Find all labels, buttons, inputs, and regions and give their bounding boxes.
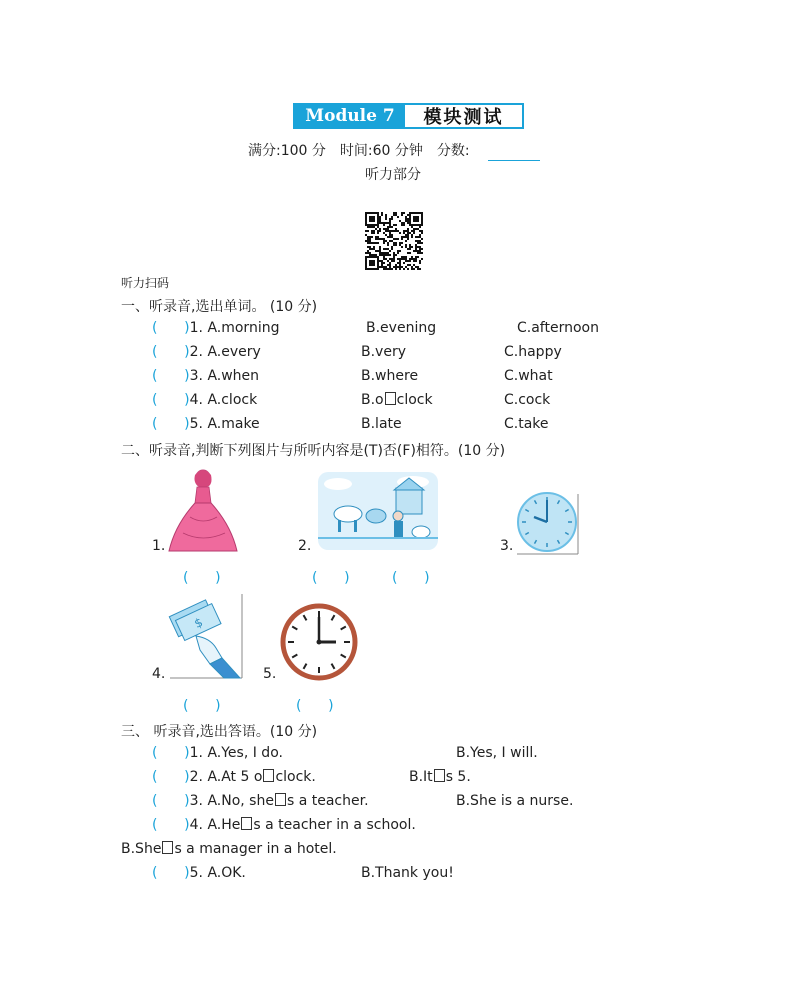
clock-nine-picture: [512, 490, 582, 556]
s3-item-5: ( )5. A.OK.: [152, 865, 246, 881]
s1-item-2: [152, 344, 261, 360]
pic-num-1: 1.: [152, 538, 166, 554]
answer-paren[interactable]: ( ): [183, 570, 221, 586]
option-c: C.take: [504, 416, 549, 432]
module-label: Module 7: [295, 105, 405, 127]
missing-char-box: [434, 769, 445, 782]
answer-paren[interactable]: ( ): [312, 570, 350, 586]
option-b: B.o clock: [361, 392, 433, 408]
option-a: 1. A.morning: [189, 320, 280, 336]
answer-paren[interactable]: ( ): [152, 769, 190, 785]
pic-num-4: 4.: [152, 666, 166, 682]
clock-three-picture: [280, 603, 358, 681]
answer-paren[interactable]: ( ): [152, 416, 190, 432]
section2-title: 二、听录音,判断下列图片与所听内容是(T)否(F)相符。(10 分): [121, 443, 506, 459]
section1-title: 一、听录音,选出单词。 (10 分): [121, 299, 318, 315]
option-b: B.It s 5.: [409, 769, 471, 785]
s1-item-4: [152, 392, 257, 408]
missing-char-box: [162, 841, 173, 854]
option-a: 4. A.clock: [189, 392, 258, 408]
option-b: B.Thank you!: [361, 865, 454, 881]
qr-code-icon[interactable]: [365, 212, 423, 270]
answer-paren[interactable]: ( ): [152, 392, 190, 408]
test-label: 模块测试: [423, 107, 504, 128]
option-b: B.She is a nurse.: [456, 793, 574, 809]
missing-char-box: [263, 769, 274, 782]
section3-title: 三、 听录音,选出答语。(10 分): [121, 724, 318, 740]
option-b: B.where: [361, 368, 419, 384]
s3-item-4: ( )4. A.He s a teacher in a school.: [152, 817, 416, 833]
missing-char-box: [385, 392, 396, 405]
option-c: C.afternoon: [517, 320, 599, 336]
option-b: B.Yes, I will.: [456, 745, 538, 761]
money-hand-picture: [166, 592, 246, 680]
module-title-banner: [293, 103, 524, 129]
answer-paren[interactable]: ( ): [152, 344, 190, 360]
option-b: B.evening: [366, 320, 437, 336]
missing-char-box: [241, 817, 252, 830]
s3-item-2: ( )2. A.At 5 o clock.: [152, 769, 316, 785]
part-title: 听力部分: [365, 167, 421, 183]
s3-item-3: ( )3. A.No, she s a teacher.: [152, 793, 369, 809]
answer-paren[interactable]: ( ): [152, 745, 190, 761]
option-a: 2. A.every: [189, 344, 261, 360]
s1-item-3: [152, 368, 259, 384]
exam-meta: 满分:100 分 时间:60 分钟 分数:: [248, 143, 470, 159]
answer-paren[interactable]: ( ): [152, 865, 190, 881]
farm-picture: [318, 472, 438, 550]
option-c: C.cock: [504, 392, 551, 408]
pic-num-5: 5.: [263, 666, 277, 682]
score-blank: [488, 160, 540, 161]
option-c: C.happy: [504, 344, 562, 360]
option-b: B.very: [361, 344, 406, 360]
option-a: 5. A.make: [189, 416, 260, 432]
option-a: 3. A.when: [189, 368, 260, 384]
answer-paren[interactable]: ( ): [152, 320, 190, 336]
option-b: B.late: [361, 416, 402, 432]
pic-num-2: 2.: [298, 538, 312, 554]
s1-item-1: [152, 320, 279, 336]
answer-paren[interactable]: ( ): [392, 570, 430, 586]
svg-text:$: $: [192, 615, 205, 632]
answer-paren[interactable]: ( ): [296, 698, 334, 714]
answer-paren[interactable]: ( ): [183, 698, 221, 714]
answer-paren[interactable]: ( ): [152, 793, 190, 809]
scan-label: 听力扫码: [121, 276, 170, 290]
princess-picture: [165, 465, 240, 553]
answer-paren[interactable]: ( ): [152, 368, 190, 384]
missing-char-box: [275, 793, 286, 806]
s3-item-1: ( )1. A.Yes, I do.: [152, 745, 283, 761]
option-b: B.She s a manager in a hotel.: [121, 841, 337, 857]
pic-num-3: 3.: [500, 538, 514, 554]
s1-item-5: [152, 416, 260, 432]
answer-paren[interactable]: ( ): [152, 817, 190, 833]
option-c: C.what: [504, 368, 553, 384]
